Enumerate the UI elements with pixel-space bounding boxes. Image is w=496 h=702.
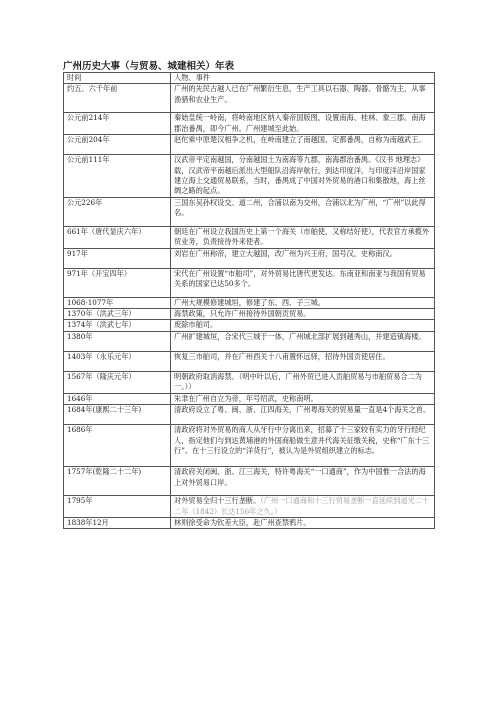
- time-column-header: 时间: [64, 73, 171, 84]
- row-event-cell: [171, 405, 435, 425]
- table-row: [64, 351, 435, 371]
- row-event-cell: [171, 467, 435, 496]
- row-event-cell: [171, 297, 435, 308]
- row-time-cell: 约五、六千年前: [64, 84, 171, 113]
- row-event-text: 汉武帝平定南越国，分南越国土为南海等九郡，南海郡治番禺。《汉书 地理志》载，汉武帝平南越后派出大型船队沿海岸航行，到达印度洋，与印度洋沿岸国家建立海上交通贸易联系，当时，番禺成了中国对外贸易的港口和集散地，海上丝绸之路的起点。: [174, 155, 426, 196]
- history-timeline-table: [63, 72, 435, 529]
- row-event-text: 对外贸易全归十三行垄断。: [174, 496, 261, 506]
- row-event-cell: [171, 371, 435, 393]
- table-row: [64, 517, 435, 528]
- row-event-text: 广州的先民古越人已在广州繁衍生息，生产工具以石器、陶器、骨骼为主，从事渔猎和农业生产。: [174, 84, 426, 104]
- table-row: [64, 496, 435, 518]
- row-event-cell: [171, 248, 435, 268]
- row-time-cell: 1370年（洪武三年）: [64, 309, 171, 320]
- row-event-cell: [171, 226, 435, 248]
- row-time-cell: 1068-1077年: [64, 297, 171, 308]
- row-time-cell: 917年: [64, 248, 171, 268]
- row-time-cell: 661年（唐代显庆六年）: [64, 226, 171, 248]
- row-event-text: 秦始皇统一岭南，将岭南地区纳入秦帝国版图，设置南海、桂林、象三郡。南海郡治番禺，即今广州。广州建城至此始。: [174, 113, 426, 133]
- row-event-text: 海禁政策，只允许广州接待外国朝贡贸易。: [174, 309, 311, 319]
- row-event-cell: [171, 320, 435, 331]
- row-time-cell: 公元前204年: [64, 135, 171, 155]
- page-title: 广州历史大事（与贸易、城建相关）年表: [63, 61, 235, 72]
- row-event-cell: [171, 351, 435, 371]
- row-event-cell: [171, 84, 435, 113]
- row-event-text: 广州扩建城垣，合宋代三城于一体，广州城北部扩展到越秀山，并建造镇海楼。: [174, 331, 426, 341]
- table-row: [64, 248, 435, 268]
- table-row: [64, 331, 435, 351]
- table-row: [64, 113, 435, 135]
- row-time-cell: 公元前111年: [64, 155, 171, 198]
- row-event-text: 明朝政府取消海禁。（明中叶以后，广州外贸已进入贡舶贸易与市舶贸易合二为一。））: [174, 371, 422, 392]
- row-time-cell: 1567年（隆庆元年）: [64, 371, 171, 393]
- row-event-text: 朱聿在广州自立为帝，年号绍武，史称南明。: [174, 393, 318, 403]
- table-row: [64, 393, 435, 404]
- row-time-cell: 1838年12月: [64, 517, 171, 528]
- row-time-cell: 1686年: [64, 425, 171, 467]
- row-time-cell: 1380年: [64, 331, 171, 351]
- table-row: [64, 467, 435, 496]
- table-row: [64, 226, 435, 248]
- table-row: [64, 155, 435, 198]
- table-row: [64, 135, 435, 155]
- table-row: [64, 405, 435, 425]
- row-event-text: 赵佗乘中原楚汉相争之机，在岭南建立了南越国，定都番禺，自称为南越武王。: [174, 135, 426, 145]
- table-row: [64, 84, 435, 113]
- row-event-cell: [171, 393, 435, 404]
- row-event-cell: [171, 425, 435, 467]
- row-time-cell: 1646年: [64, 393, 171, 404]
- table-row: [64, 320, 435, 331]
- table-header-row: [64, 73, 435, 84]
- row-event-text: 林则徐受命为钦差大臣，赴广州查禁鸦片。: [174, 517, 311, 527]
- row-event-cell: [171, 113, 435, 135]
- row-time-cell: 1795年: [64, 496, 171, 518]
- row-event-text: 清政府将对外贸易的商人从牙行中分离出来，招募了十三家较有实力的牙行经纪人，指定他们与到达黄埔港的外国商船做生意并代海关征缴关税，史称“广东十三行”。在十三行设立的“洋货行”，被认为是外贸组织建立的标志。: [174, 425, 430, 455]
- row-time-cell: 971年（开宝四年）: [64, 268, 171, 297]
- row-event-text: 清政府关闭闽、浙、江三海关，特许粤海关“一口通商”，作为中国惟一合法的海上对外贸易口岸。: [174, 467, 426, 487]
- row-event-cell: [171, 331, 435, 351]
- row-event-cell: [171, 268, 435, 297]
- row-event-cell: [171, 517, 435, 528]
- table-row: [64, 309, 435, 320]
- row-event-text: 三国东吴孙权设交、道二州，合浦以南为交州，合浦以北为广州，“广州”以此得名。: [174, 197, 426, 218]
- row-time-cell: 1374年（洪武七年）: [64, 320, 171, 331]
- row-event-cell: [171, 309, 435, 320]
- row-event-cell: [171, 135, 435, 155]
- table-row: [64, 268, 435, 297]
- row-event-note: （广州一口通商和十三行贸易垄断一直延续到道光二十二年（1842）长达156年之久。）: [174, 496, 430, 516]
- row-event-text: 清政府设立了粤、闽、浙、江四海关，广州粤海关的贸易量一直是4个海关之首。: [174, 405, 431, 415]
- row-event-text: 刘岩在广州称帝，建立大越国，改广州为兴王府，国号汉，史称南汉。: [174, 248, 397, 258]
- row-event-text: 朝廷在广州设立我国历史上第一个海关（市舶使，又称结好使），代表官方承揽外贸业务，负责接待外来使者。: [174, 226, 430, 247]
- row-event-text: 恢复三市舶司，并在广州西关十八甫置怀远驿，招待外国贡使居住。: [174, 351, 390, 361]
- table-row: [64, 371, 435, 393]
- row-event-text: 广州大规模修建城垣，修建了东、西、子三城。: [174, 297, 325, 307]
- row-time-cell: 1403年（永乐元年）: [64, 351, 171, 371]
- row-time-cell: 1684年(康熙二十三年): [64, 405, 171, 425]
- row-event-cell: [171, 155, 435, 198]
- row-event-cell: [171, 197, 435, 226]
- table-row: [64, 297, 435, 308]
- table-row: [64, 425, 435, 467]
- row-time-cell: 公元前214年: [64, 113, 171, 135]
- row-time-cell: 1757年(乾隆二十二年): [64, 467, 171, 496]
- row-event-text: 宋代在广州设置“市舶司”，对外贸易比唐代更发达。东南亚和南亚与我国有贸易关系的国家已达50多个。: [174, 268, 426, 289]
- row-event-cell: [171, 496, 435, 518]
- row-time-cell: 公元226年: [64, 197, 171, 226]
- event-column-header: 人物、事件: [171, 73, 435, 84]
- table-row: [64, 197, 435, 226]
- row-event-text: 废除市舶司。: [174, 320, 218, 330]
